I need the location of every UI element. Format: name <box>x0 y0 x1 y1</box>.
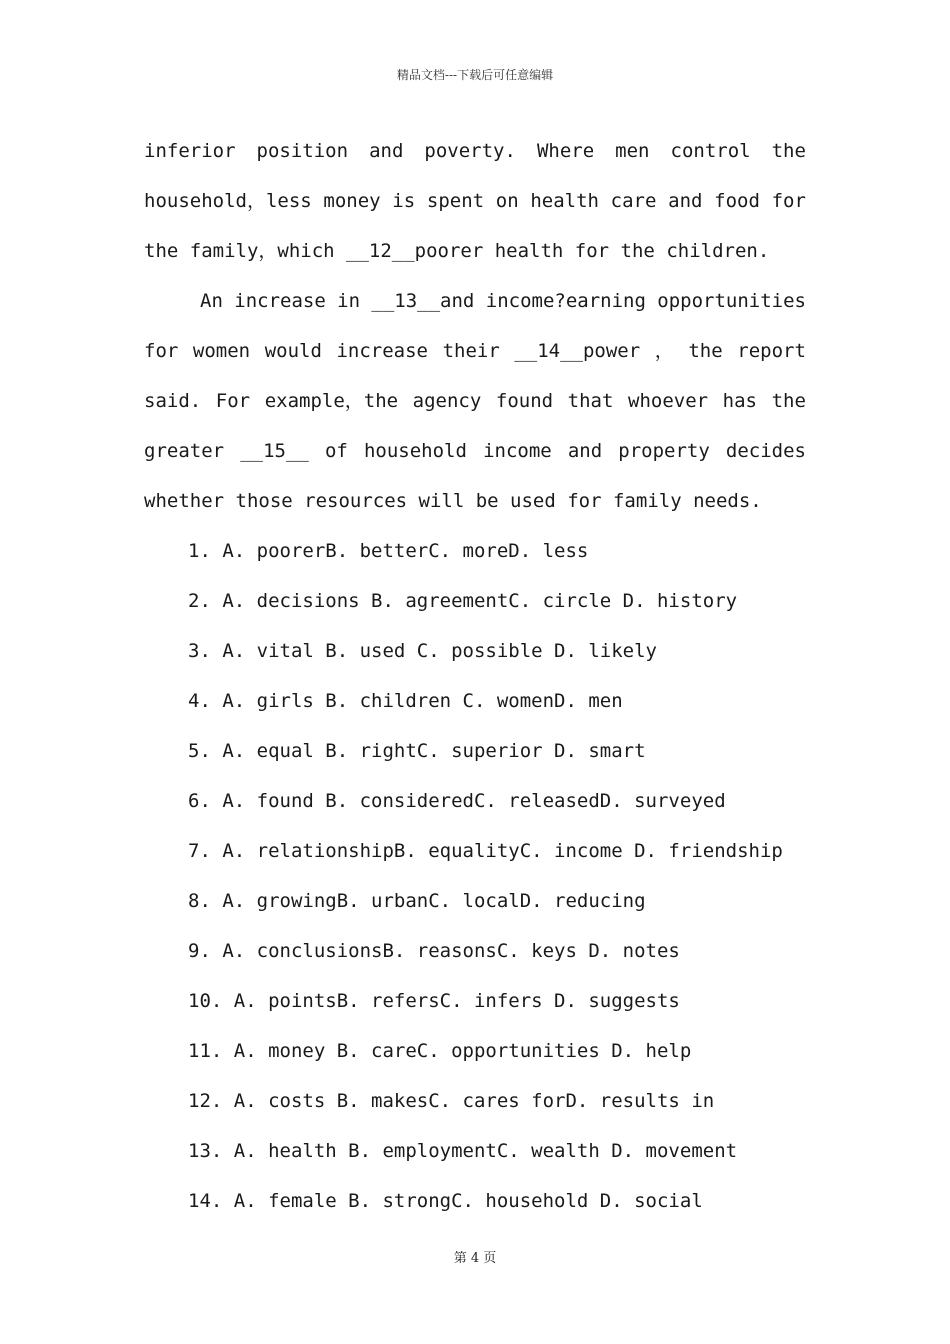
option-item: 11. A. money B. careC. opportunities D. help <box>188 1040 692 1062</box>
word: increase <box>234 290 326 312</box>
word: men <box>615 140 650 162</box>
word: in <box>337 290 361 312</box>
word: and <box>567 440 603 462</box>
option-item: 12. A. costs B. makesC. cares forD. results in <box>188 1090 715 1112</box>
word: example，the <box>264 390 399 412</box>
word: food <box>714 190 760 212</box>
option-item: 7. A. relationshipB. equalityC. income D. friendship <box>188 840 783 862</box>
word: ， <box>654 340 674 362</box>
word: is <box>392 190 416 212</box>
word: money <box>323 190 381 212</box>
word: health <box>530 190 599 212</box>
word: the <box>688 340 723 362</box>
word: report <box>737 340 806 362</box>
word: has <box>722 390 757 412</box>
word: women <box>192 340 251 362</box>
option-item: 1. A. poorerB. betterC. moreD. less <box>188 540 589 562</box>
word: household <box>363 440 467 462</box>
option-item: 9. A. conclusionsB. reasonsC. keys D. notes <box>188 940 680 962</box>
word: spent <box>426 190 485 212</box>
page-header: 精品文档---下载后可任意编辑 <box>396 68 554 82</box>
paragraph-2 <box>144 276 806 526</box>
option-item: 14. A. female B. strongC. household D. social <box>188 1190 703 1212</box>
word: For <box>215 390 251 412</box>
word: __15__ <box>240 440 309 462</box>
word: position <box>256 140 349 162</box>
word: and <box>668 190 703 212</box>
paragraph-2-line-3 <box>144 376 806 426</box>
word: poverty. <box>424 140 516 162</box>
word: the <box>771 140 806 162</box>
document-body <box>144 126 806 1226</box>
word: increase <box>336 340 428 362</box>
word: found <box>495 390 554 412</box>
word: control <box>670 140 751 162</box>
word: __13__and <box>371 290 475 312</box>
word: whoever <box>628 390 709 412</box>
word: for <box>771 190 806 212</box>
word: the <box>771 390 806 412</box>
option-item: 10. A. pointsB. refersC. infers D. suggests <box>188 990 680 1012</box>
word: opportunities <box>657 290 806 312</box>
paragraph-1-line-1 <box>144 126 806 176</box>
option-item: 3. A. vital B. used C. possible D. likely <box>188 640 657 662</box>
word: that <box>567 390 614 412</box>
option-item: 2. A. decisions B. agreementC. circle D. history <box>188 590 738 612</box>
option-item: 4. A. girls B. children C. womenD. men <box>188 690 623 712</box>
word: Where <box>536 140 595 162</box>
paragraph-2-line-4 <box>144 426 806 476</box>
option-item: 8. A. growingB. urbanC. localD. reducing <box>188 890 646 912</box>
word: __14__power <box>514 340 641 362</box>
paragraph-2-line-1 <box>144 276 806 326</box>
word: An <box>200 290 223 312</box>
word: care <box>610 190 657 212</box>
paragraph-1 <box>144 126 806 276</box>
word: of <box>324 440 348 462</box>
word: household，less <box>144 190 312 212</box>
options-list <box>144 526 806 1226</box>
paragraph-2-line-2 <box>144 326 806 376</box>
word: and <box>369 140 404 162</box>
option-item: 5. A. equal B. rightC. superior D. smart <box>188 740 646 762</box>
word: their <box>442 340 500 362</box>
word: income <box>483 440 552 462</box>
word: for <box>144 340 179 362</box>
page-footer: 第 4 页 <box>453 1251 497 1266</box>
word: would <box>264 340 322 362</box>
option-item: 6. A. found B. consideredC. releasedD. surveyed <box>188 790 726 812</box>
word: on <box>495 190 519 212</box>
word: property <box>618 440 710 462</box>
word: income?earning <box>485 290 646 312</box>
paragraph-2-line-5: whether those resources will be used for family needs. <box>144 490 762 512</box>
paragraph-1-line-3: the family，which __12__poorer health for the children. <box>144 240 770 262</box>
option-item: 13. A. health B. employmentC. wealth D. movement <box>188 1140 738 1162</box>
word: said. <box>144 390 202 412</box>
word: inferior <box>144 140 236 162</box>
word: greater <box>144 440 225 462</box>
word: decides <box>725 440 806 462</box>
word: agency <box>412 390 482 412</box>
paragraph-1-line-2 <box>144 176 806 226</box>
